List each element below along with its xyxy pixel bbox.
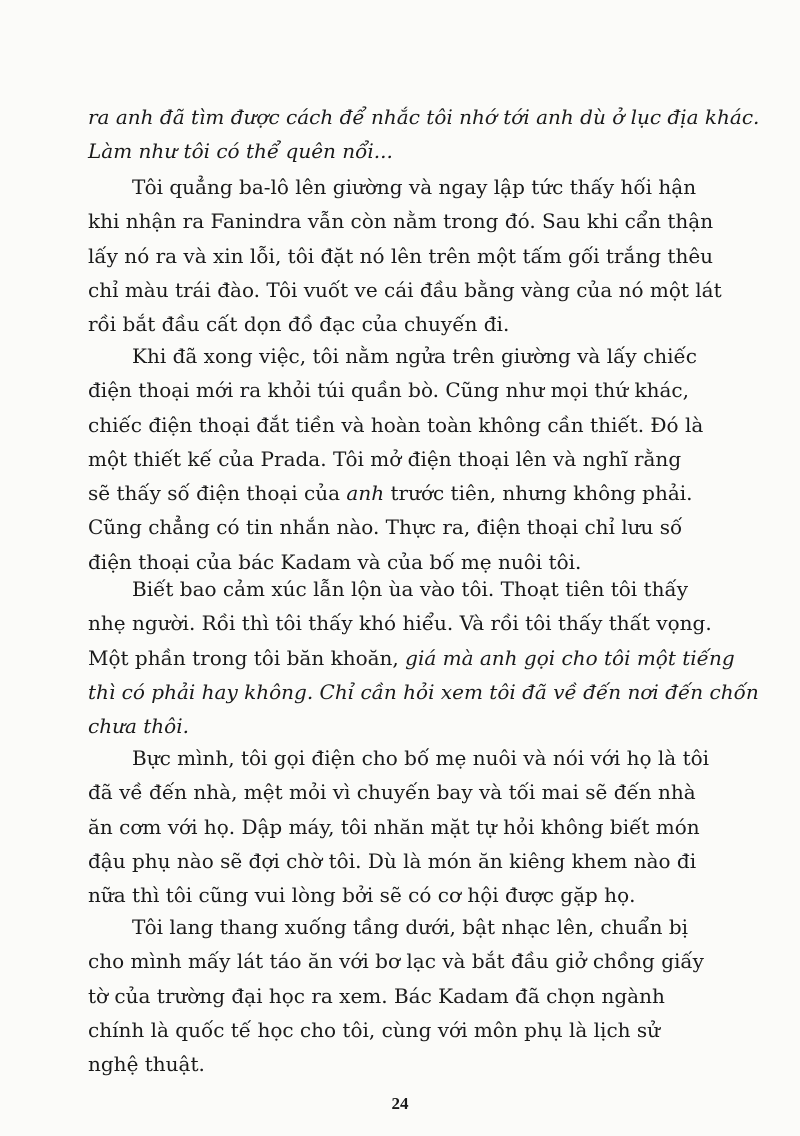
text-line: nghệ thuật. <box>88 1052 205 1077</box>
text-line: nhẹ người. Rồi thì tôi thấy khó hiểu. Và rồi tôi thấy thất vọng. <box>88 611 712 636</box>
text-line: rồi bắt đầu cất dọn đồ đạc của chuyến đi. <box>88 312 510 337</box>
text-line: chính là quốc tế học cho tôi, cùng với môn phụ là lịch sử <box>88 1017 661 1042</box>
text-line: đã về đến nhà, mệt mỏi vì chuyến bay và tối mai sẽ đến nhà <box>88 780 696 805</box>
text-line: Tôi lang thang xuống tầng dưới, bật nhạc lên, chuẩn bị <box>132 915 689 939</box>
text-line: điện thoại mới ra khỏi túi quần bò. Cũng như mọi thứ khác, <box>88 378 689 403</box>
text-line: chưa thôi. <box>88 714 189 739</box>
text-line: tờ của trường đại học ra xem. Bác Kadam đã chọn ngành <box>88 983 665 1008</box>
text-line: điện thoại của bác Kadam và của bố mẹ nuôi tôi. <box>88 549 582 574</box>
page-number: 24 <box>391 1094 409 1113</box>
text-line: ăn cơm với họ. Dập máy, tôi nhăn mặt tự hỏi không biết món <box>88 814 700 839</box>
text-line: đậu phụ nào sẽ đợi chờ tôi. Dù là món ăn kiêng khem nào đi <box>88 848 697 873</box>
paragraph-emotions <box>88 572 759 743</box>
text-line: lấy nó ra và xin lỗi, tôi đặt nó lên trên một tấm gối trắng thêu <box>88 243 714 268</box>
text-line: Một phần trong tôi băn khoăn, giá mà anh gọi cho tôi một tiếng <box>88 645 735 670</box>
text-line: sẽ thấy số điện thoại của anh trước tiên, nhưng không phải. <box>88 481 693 506</box>
text-line: Tôi quẳng ba-lô lên giường và ngay lập tức thấy hối hận <box>132 175 697 199</box>
text-line: Cũng chẳng có tin nhắn nào. Thực ra, điện thoại chỉ lưu số <box>88 515 683 540</box>
text-line: nữa thì tôi cũng vui lòng bởi sẽ có cơ hội được gặp họ. <box>88 883 636 908</box>
text-line: một thiết kế của Prada. Tôi mở điện thoại lên và nghĩ rằng <box>88 446 682 471</box>
text-line: Bực mình, tôi gọi điện cho bố mẹ nuôi và nói với họ là tôi <box>132 746 710 770</box>
text-line: chỉ màu trái đào. Tôi vuốt ve cái đầu bằng vàng của nó một lát <box>88 277 722 302</box>
text-line: chiếc điện thoại đắt tiền và hoàn toàn không cần thiết. Đó là <box>88 412 704 437</box>
text-line: Khi đã xong việc, tôi nằm ngửa trên giường và lấy chiếc <box>132 344 697 368</box>
paragraph-downstairs <box>88 910 736 1081</box>
text-line: Làm như tôi có thể quên nổi... <box>88 139 393 164</box>
paragraph-call-parents <box>88 741 736 912</box>
text-line: ra anh đã tìm được cách để nhắc tôi nhớ tới anh dù ở lục địa khác. <box>88 105 760 129</box>
paragraph-phone <box>88 339 736 579</box>
text-line: cho mình mấy lát táo ăn với bơ lạc và bắt đầu giở chồng giấy <box>88 949 704 974</box>
paragraph-continuation <box>88 100 760 169</box>
text-line: thì có phải hay không. Chỉ cần hỏi xem tôi đã về đến nơi đến chốn <box>88 679 759 704</box>
text-line: khi nhận ra Fanindra vẫn còn nằm trong đó. Sau khi cẩn thận <box>88 209 714 234</box>
paragraph-backpack <box>88 170 736 341</box>
text-line: Biết bao cảm xúc lẫn lộn ùa vào tôi. Thoạt tiên tôi thấy <box>132 577 689 601</box>
